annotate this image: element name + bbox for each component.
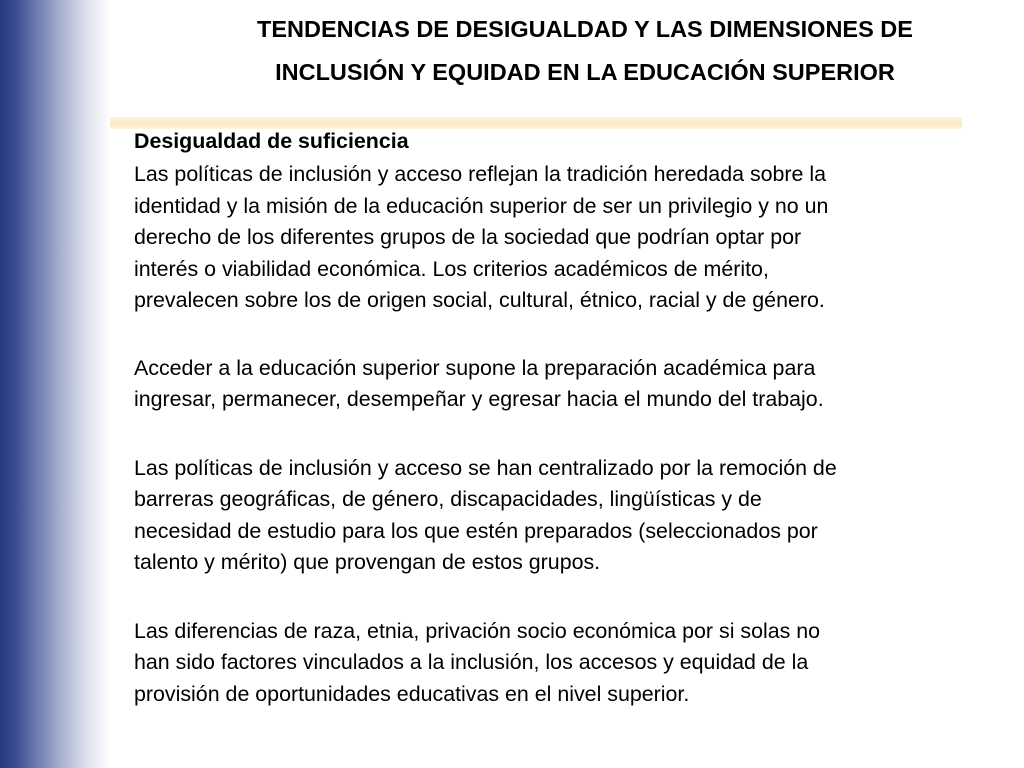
paragraph-line: necesidad de estudio para los que estén preparados (seleccionados por: [134, 518, 818, 543]
paragraph-line: derecho de los diferentes grupos de la sociedad que podrían optar por: [134, 225, 802, 249]
paragraph-1: [134, 159, 994, 317]
slide-title-line-1: TENDENCIAS DE DESIGUALDAD Y LAS DIMENSIONES DE: [257, 16, 913, 42]
paragraph-4: [134, 616, 994, 711]
paragraph-line: identidad y la misión de la educación superior de ser un privilegio y no un: [134, 193, 829, 218]
paragraph-line: provisión de oportunidades educativas en el nivel superior.: [134, 681, 690, 706]
paragraph-line: barreras geográficas, de género, discapacidades, lingüísticas y de: [134, 487, 762, 511]
section-heading: Desigualdad de suficiencia: [134, 129, 409, 153]
paragraph-line: Las políticas de inclusión y acceso se han centralizado por la remoción de: [134, 455, 837, 480]
paragraph-line: talento y mérito) que provengan de estos grupos.: [134, 550, 601, 574]
slide-title-line-2: INCLUSIÓN Y EQUIDAD EN LA EDUCACIÓN SUPERIOR: [275, 59, 895, 85]
paragraph-line: Acceder a la educación superior supone la preparación académica para: [134, 355, 816, 380]
paragraph-line: interés o viabilidad económica. Los criterios académicos de mérito,: [134, 256, 769, 281]
paragraph-line: Las políticas de inclusión y acceso reflejan la tradición heredada sobre la: [134, 162, 827, 186]
paragraph-line: ingresar, permanecer, desempeñar y egresar hacia el mundo del trabajo.: [134, 387, 824, 411]
paragraph-2: [134, 353, 994, 416]
paragraph-3: [134, 453, 994, 579]
side-gradient-band: [0, 0, 110, 768]
slide-title: [150, 8, 1020, 94]
paragraph-line: Las diferencias de raza, etnia, privación socio económica por si solas no: [134, 618, 821, 643]
paragraph-line: prevalecen sobre los de origen social, cultural, étnico, racial y de género.: [134, 288, 825, 312]
paragraph-line: han sido factores vinculados a la inclusión, los accesos y equidad de la: [134, 650, 809, 674]
slide-body: [134, 126, 994, 747]
